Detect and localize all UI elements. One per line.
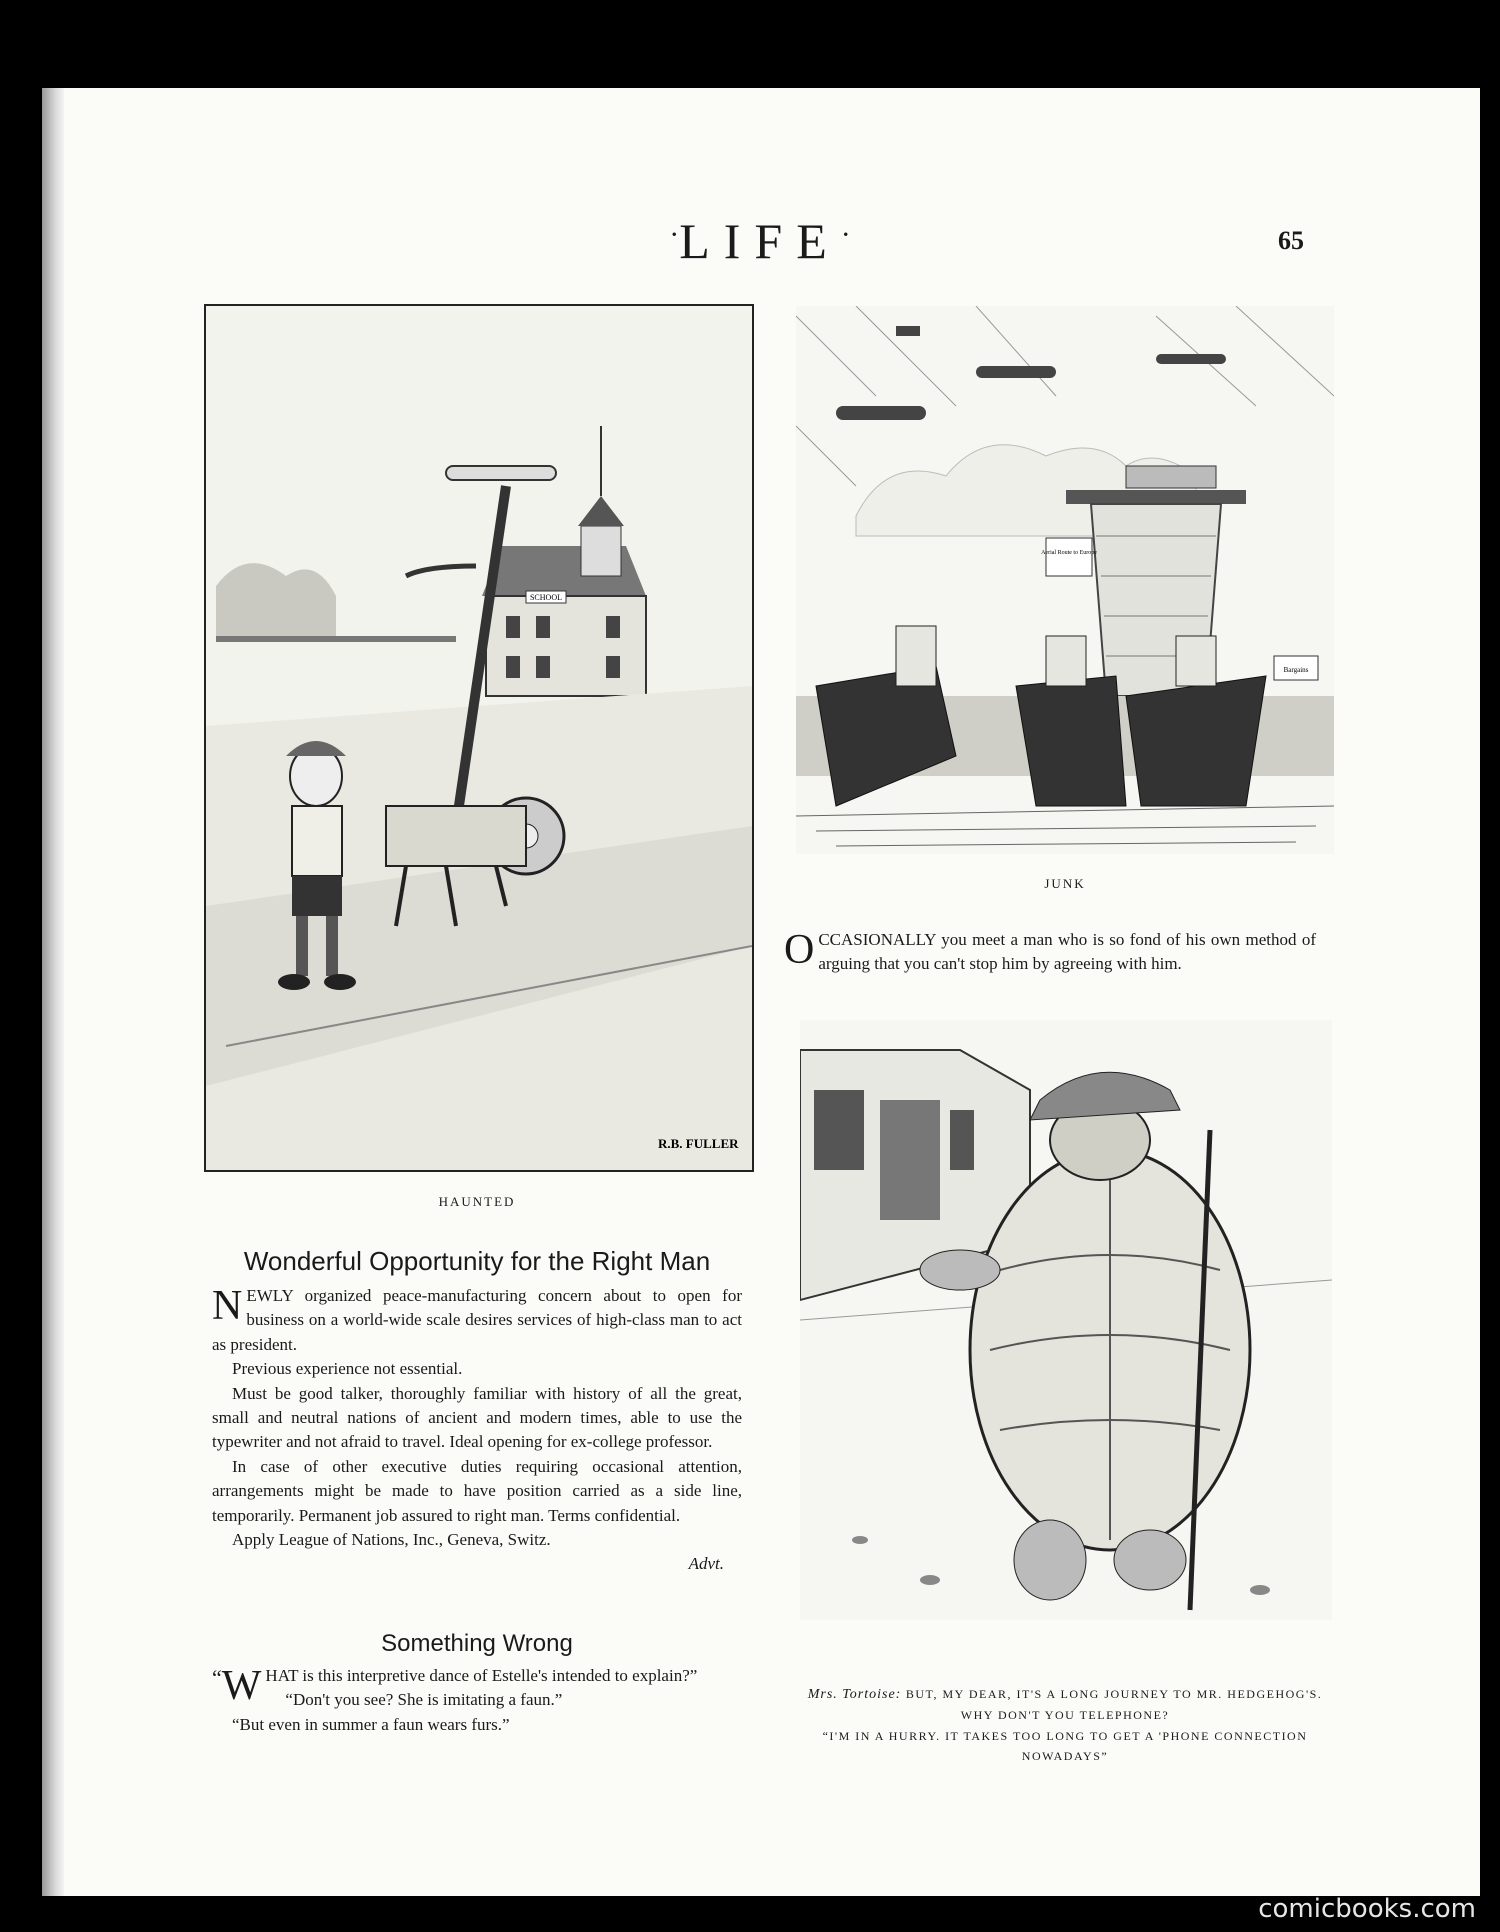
page-number: 65 bbox=[1278, 226, 1304, 255]
junk-illustration bbox=[796, 306, 1334, 854]
article2-paragraph-3: “But even in summer a faun wears furs.” bbox=[232, 1714, 510, 1734]
watermark: comicbooks.com bbox=[1258, 1894, 1476, 1924]
article2-paragraph-2: “Don't you see? She is imitating a faun.” bbox=[285, 1690, 563, 1710]
pier-sign: Bargains bbox=[1283, 666, 1309, 674]
article2-dropcap: W bbox=[221, 1663, 262, 1709]
article1-paragraph-2: Previous experience not essential. bbox=[232, 1359, 463, 1379]
article1-body bbox=[212, 1284, 742, 1577]
haunted-illustration bbox=[204, 304, 754, 1172]
tortoise-line-1: BUT, MY DEAR, IT'S A LONG JOURNEY TO MR. HEDGEHOG'S. WHY DON'T YOU TELEPHONE? bbox=[905, 1687, 1323, 1722]
junk-drawing bbox=[796, 306, 1334, 854]
article1-dropcap: N bbox=[212, 1283, 243, 1329]
article2-title: Something Wrong bbox=[381, 1630, 573, 1657]
tortoise-line-2: “I'M IN A HURRY. IT TAKES TOO LONG TO GET A 'PHONE CONNECTION NOWADAYS” bbox=[822, 1729, 1308, 1763]
artist-signature: R.B. FULLER bbox=[658, 1136, 739, 1151]
haunted-caption: HAUNTED bbox=[438, 1194, 516, 1209]
tortoise-drawing bbox=[800, 1020, 1332, 1620]
school-sign: SCHOOL bbox=[529, 593, 563, 602]
article1-title: Wonderful Opportunity for the Right Man bbox=[243, 1246, 711, 1276]
tortoise-caption bbox=[796, 1684, 1334, 1766]
article1-signoff: Advt. bbox=[688, 1554, 724, 1574]
article2-body bbox=[212, 1664, 742, 1737]
article1-paragraph-4: In case of other executive duties requiring occasional attention, arrangements might be made to have position carried as a side line, temporarily. Permanent job assured to right man. Terms confidential. bbox=[212, 1456, 742, 1525]
junk-caption: JUNK bbox=[1044, 876, 1086, 891]
tortoise-speaker: Mrs. Tortoise: bbox=[807, 1687, 902, 1702]
tortoise-illustration bbox=[800, 1020, 1332, 1620]
page-spine-shadow bbox=[42, 88, 64, 1896]
quip-text: CCASIONALLY you meet a man who is so fond of his own method of arguing that you can't stop him by agreeing with him. bbox=[818, 930, 1316, 974]
masthead-title: ·LIFE· bbox=[669, 213, 851, 269]
article1-paragraph-5: Apply League of Nations, Inc., Geneva, Switz. bbox=[232, 1530, 551, 1550]
tower-sign: Aerial Route to Europe bbox=[1041, 550, 1097, 556]
article1-paragraph-1: EWLY organized peace-manufacturing concern about to open for business on a world-wide scale desires services of high-class man to act as president. bbox=[212, 1286, 742, 1354]
article1-paragraph-3: Must be good talker, thoroughly familiar with history of all the great, small and neutral nations of ancient and modern times, able to use the typewriter and not afraid to travel. Ideal opening for ex-college professor. bbox=[212, 1383, 742, 1452]
quip-dropcap: O bbox=[784, 927, 815, 973]
article2-open-quote: “ bbox=[212, 1665, 222, 1690]
quip-paragraph bbox=[784, 928, 1316, 977]
article2-paragraph-1: HAT is this interpretive dance of Estelle's intended to explain?” bbox=[265, 1666, 698, 1685]
haunted-drawing bbox=[206, 306, 752, 1170]
